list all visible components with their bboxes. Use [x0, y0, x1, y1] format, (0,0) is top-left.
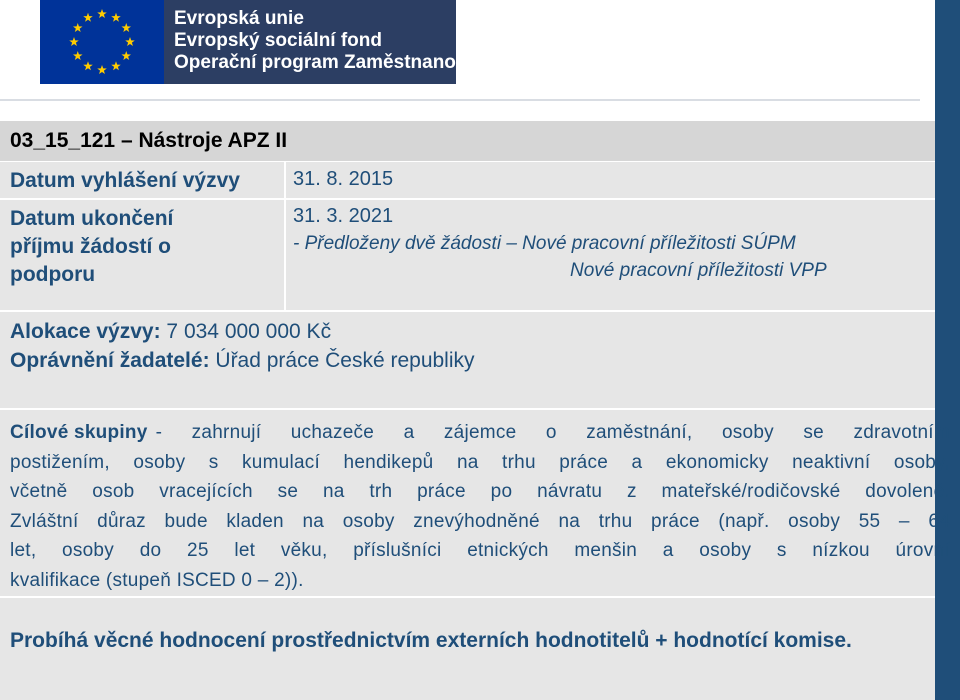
- logo-line-3: Operační program Zaměstnanost: [174, 52, 473, 73]
- title-row: [0, 121, 935, 161]
- flag-star: [73, 23, 83, 32]
- flag-star: [69, 37, 79, 46]
- flag-star: [121, 51, 131, 60]
- evaluation-status: Probíhá věcné hodnocení prostřednictvím externích hodnotitelů + hodnotící komise.: [10, 629, 852, 652]
- allocation: [10, 320, 331, 344]
- flag-star: [97, 65, 107, 74]
- target-label: Cílové skupiny: [10, 422, 148, 443]
- eligible: [10, 349, 475, 373]
- eligible-label: Oprávnění žadatelé:: [10, 349, 210, 372]
- flag-star: [111, 61, 121, 70]
- deadline-note-line-2: Nové pracovní příležitosti VPP: [570, 260, 827, 281]
- header-divider: [0, 99, 920, 101]
- deadline-label-line-1: Datum ukončení: [10, 207, 174, 230]
- announce-row: [0, 162, 935, 198]
- deadline-label-line-2: příjmu žádostí o: [10, 235, 172, 258]
- flag-star: [97, 9, 107, 18]
- target-line-4: Zvláštní důraz bude kladen na osoby znevýhodněné na trhu práce (např. osoby 55 – 64: [10, 510, 950, 532]
- logo-line-1: Evropská unie: [174, 8, 304, 29]
- column-divider: [284, 162, 286, 198]
- target-line-5: let, osoby do 25 let věku, příslušníci etnických menšin a osoby s nízkou úrovní: [10, 540, 950, 561]
- deadline-value: 31. 3. 2021: [293, 205, 394, 227]
- flag-star: [83, 13, 93, 22]
- target-groups-text: [10, 418, 950, 595]
- eu-esf-logo: [40, 0, 473, 84]
- target-line-1: [10, 418, 950, 448]
- allocation-row: [0, 312, 935, 408]
- flag-star: [111, 13, 121, 22]
- flag-star: [125, 37, 135, 46]
- announce-value: 31. 8. 2015: [293, 168, 394, 190]
- deadline-note-line-1: - Předloženy dvě žádosti – Nové pracovní příležitosti SÚPM: [293, 233, 796, 254]
- target-groups-row: [0, 410, 950, 596]
- target-line-3: včetně osob vracejících se na trh práce po návratu z mateřské/rodičovské dovolené.: [10, 481, 950, 502]
- flag-star: [121, 23, 131, 32]
- allocation-label: Alokace výzvy:: [10, 320, 161, 343]
- target-line-6: kvalifikace (stupeň ISCED 0 – 2)).: [10, 569, 304, 591]
- evaluation-row: [0, 598, 935, 700]
- call-title: 03_15_121 – Nástroje APZ II: [10, 129, 288, 152]
- logo-text: [174, 8, 473, 74]
- flag-star: [83, 61, 93, 70]
- right-accent-bar: [935, 0, 960, 700]
- deadline-label-line-3: podporu: [10, 263, 96, 286]
- target-text-1: - zahrnují uchazeče a zájemce o zaměstnání, osoby se zdravotním: [155, 422, 950, 443]
- column-divider: [284, 200, 286, 310]
- allocation-value: 7 034 000 000 Kč: [160, 320, 332, 343]
- target-line-2: postižením, osoby s kumulací hendikepů na trhu práce a ekonomicky neaktivní osoby,: [10, 451, 950, 473]
- eu-flag-icon: [40, 0, 164, 84]
- flag-star: [73, 51, 83, 60]
- eligible-value: Úřad práce České republiky: [209, 349, 475, 372]
- announce-label: Datum vyhlášení výzvy: [10, 169, 240, 192]
- deadline-row: [0, 200, 935, 310]
- logo-line-2: Evropský sociální fond: [174, 30, 382, 51]
